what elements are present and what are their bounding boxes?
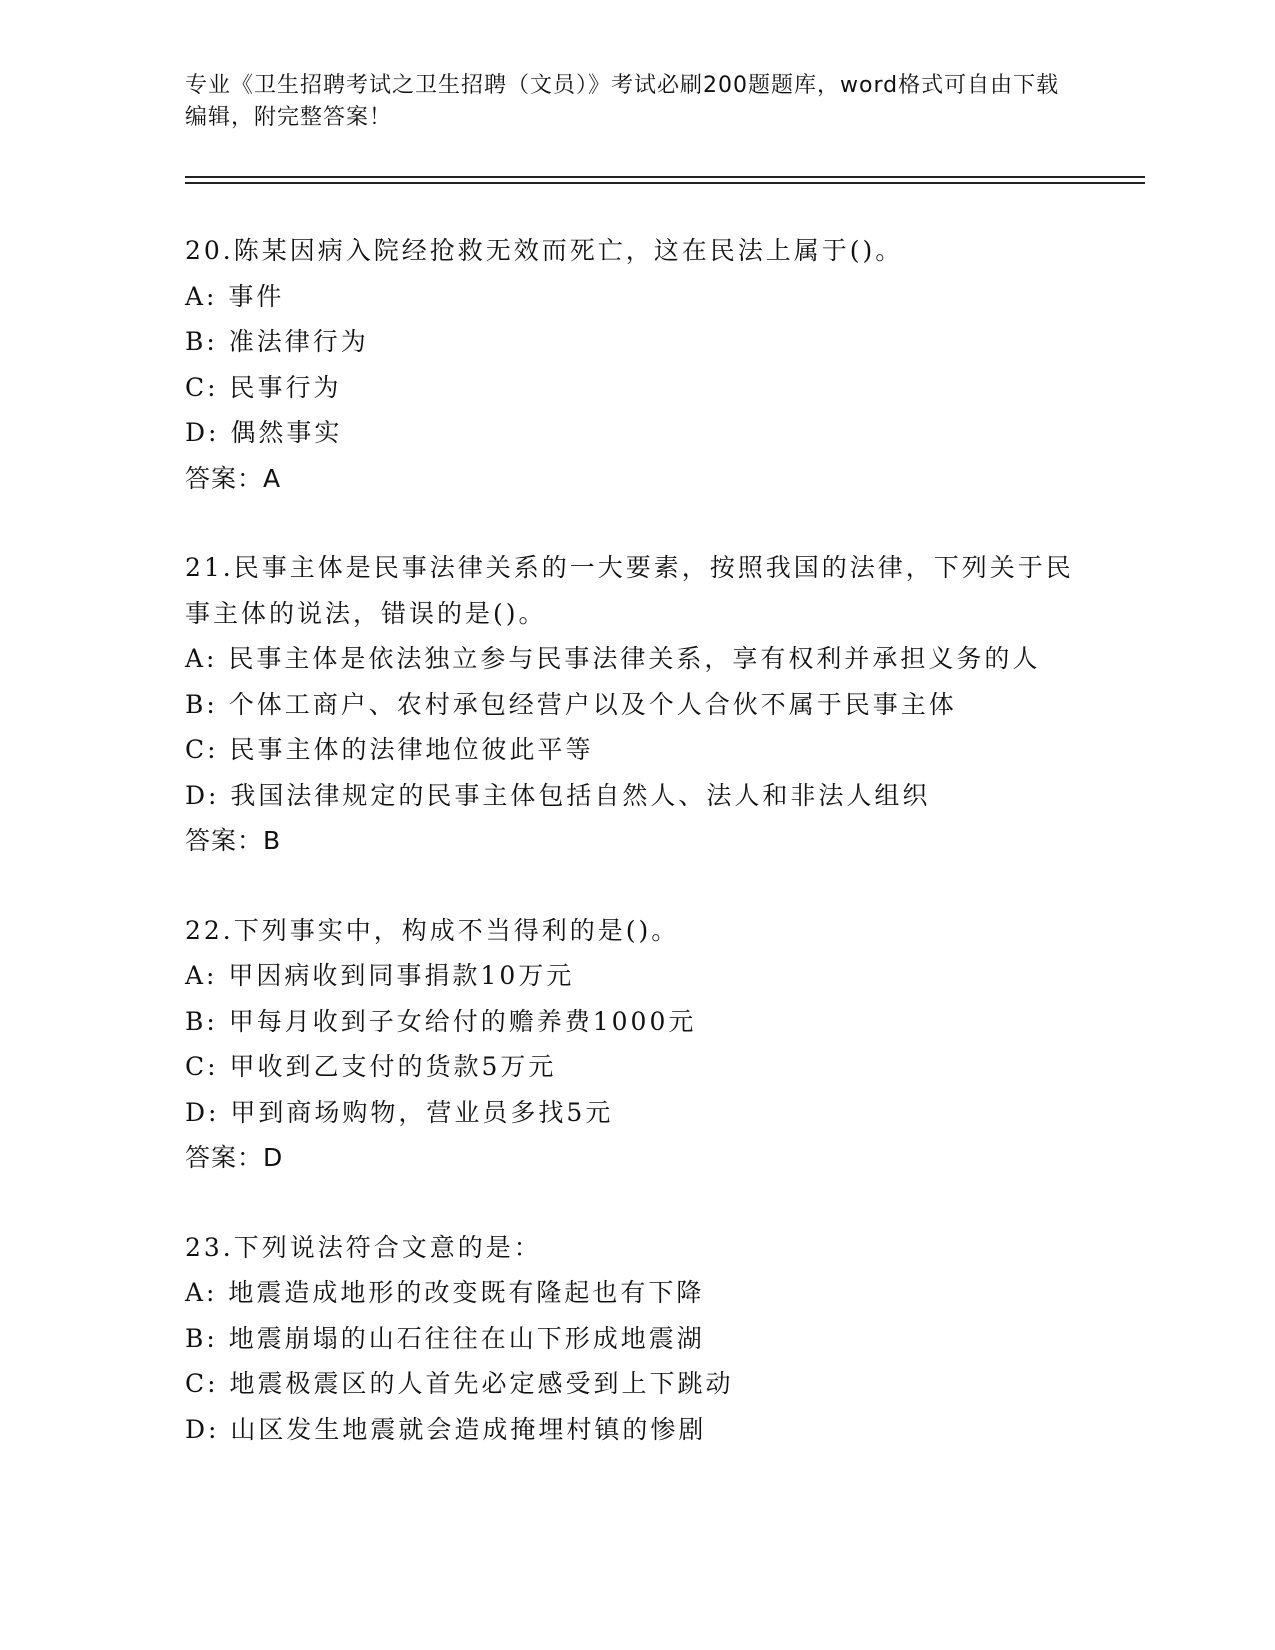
question-list [185,228,1085,1496]
question-22 [185,908,1085,1181]
answer-line: 答案：B [185,826,282,855]
question-stem: 21.民事主体是民事法律关系的一大要素，按照我国的法律，下列关于民事主体的说法，错误的是()。 [185,553,1074,628]
question-23 [185,1225,1085,1453]
answer-line: 答案：D [185,1143,284,1172]
option-a: A: 民事主体是依法独立参与民事法律关系，享有权利并承担义务的人 [185,644,1041,673]
option-b: B: 地震崩塌的山石往往在山下形成地震湖 [185,1323,705,1353]
answer-line: 答案：A [185,463,282,493]
option-c: C: 民事主体的法律地位彼此平等 [185,735,594,764]
option-a: A: 地震造成地形的改变既有隆起也有下降 [185,1278,705,1307]
header-divider-bottom [185,182,1145,184]
option-d: D: 我国法律规定的民事主体包括自然人、法人和非法人组织 [185,780,931,810]
option-d: D: 山区发生地震就会造成掩埋村镇的惨剧 [185,1414,707,1444]
option-b: B: 个体工商户、农村承包经营户以及个人合伙不属于民事主体 [185,689,957,719]
document-header: 专业《卫生招聘考试之卫生招聘（文员）》考试必刷200题题库，word格式可自由下载编辑，附完整答案！ [185,73,1060,130]
option-b: B: 准法律行为 [185,327,369,356]
question-20 [185,228,1085,501]
option-d: D: 甲到商场购物，营业员多找5元 [185,1097,614,1127]
question-stem: 23.下列说法符合文意的是： [185,1232,542,1262]
option-c: C: 民事行为 [185,372,342,402]
question-stem: 20.陈某因病入院经抢救无效而死亡，这在民法上属于()。 [185,236,904,265]
option-b: B: 甲每月收到子女给付的赡养费1000元 [185,1006,697,1036]
option-d: D: 偶然事实 [185,418,343,447]
question-21 [185,545,1085,864]
option-a: A: 事件 [185,281,285,311]
option-a: A: 甲因病收到同事捐款10万元 [185,961,575,990]
option-c: C: 甲收到乙支付的货款5万元 [185,1052,557,1081]
header-divider-top [185,176,1145,178]
option-c: C: 地震极震区的人首先必定感受到上下跳动 [185,1369,734,1398]
question-stem: 22.下列事实中，构成不当得利的是()。 [185,915,680,945]
